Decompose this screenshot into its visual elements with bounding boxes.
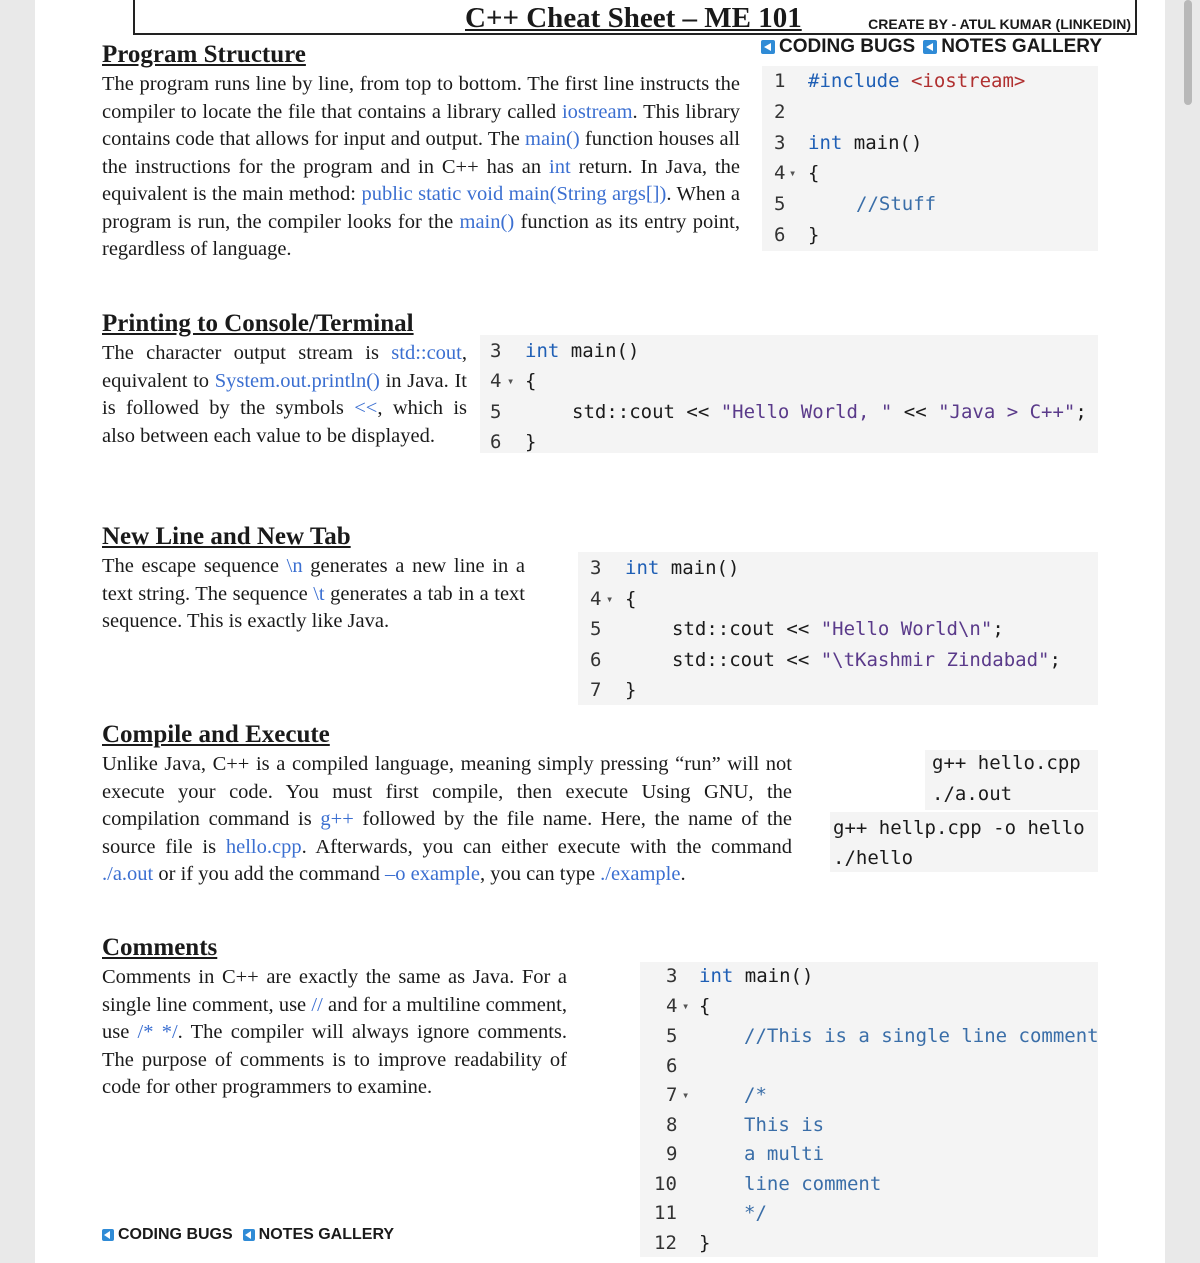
title-box [133,0,1137,35]
code-comment: /* [744,1084,767,1106]
text: . Afterwards, you can either execute with the command [301,835,792,858]
text: . The compiler will always ignore comments. The purpose of comments is to improve readability of code for other programmers to examine. [102,1021,567,1098]
code-comment: a multi [744,1143,825,1165]
highlight: /* */ [137,1021,178,1043]
shell-command: ./hello [833,847,914,869]
line-number: 3 [590,557,602,579]
line-number: 5 [590,618,602,640]
fold-arrow-icon[interactable]: ▾ [606,592,614,606]
brand-coding-bugs: CODING BUGS [118,1226,233,1243]
text: in Java. It is followed by the symbols [102,369,467,419]
fold-arrow-icon[interactable]: ▾ [682,999,690,1013]
string-literal: "Hello World\n" [820,618,993,640]
line-number: 3 [490,340,502,362]
line-number: 6 [666,1055,678,1077]
text: . When a program is run, the compiler looks for the [102,183,740,233]
highlight: iostream [561,100,633,123]
highlight: System.out.println() [214,369,380,392]
code-line [808,70,1025,92]
highlight: << [354,397,378,419]
newline-text [102,553,525,636]
compile-text [102,751,792,889]
code-line: } [808,224,820,246]
code-text: ; [992,618,1004,640]
telegram-icon [102,1229,114,1241]
text: and for a multiline comment, use [102,993,567,1043]
fold-arrow-icon[interactable]: ▾ [789,166,797,180]
text: , you can type [480,863,601,885]
keyword: int [808,132,843,154]
line-number: 7 [590,679,602,701]
code-comment: */ [744,1202,767,1224]
printing-text [102,340,467,450]
code-line [699,965,813,987]
code-line: { [699,995,711,1017]
code-line [572,401,1087,423]
line-number: 5 [490,401,502,423]
text: or if you add the command [153,863,385,885]
highlight: ./example [600,863,681,885]
code-text: << [892,401,939,423]
page-title: C++ Cheat Sheet – ME 101 [465,2,802,34]
text: . This library contains code that allows for input and output. The [102,100,741,150]
line-number: 4 [590,588,602,610]
program-structure-text [102,71,740,264]
text: function as its entry point, regardless of language. [102,210,740,260]
highlight: std::cout [391,342,462,364]
brand-footer [102,1226,394,1244]
shell-command: g++ hello.cpp [932,752,1081,774]
text: generates a tab in a text sequence. This is exactly like Java. [102,582,525,632]
code-comment: This is [744,1114,825,1136]
section-heading-comments: Comments [102,934,218,961]
string-literal: "Java > C++" [938,401,1076,423]
string-literal: "Hello World, " [720,401,893,423]
telegram-icon [923,40,937,54]
section-heading-printing: Printing to Console/Terminal [102,310,414,337]
line-number: 3 [666,965,678,987]
fold-arrow-icon[interactable]: ▾ [682,1088,690,1102]
shell-command: ./a.out [932,783,1013,805]
highlight: main() [525,128,580,150]
text: . [680,863,686,885]
code-text: std::cout << [572,401,721,423]
code-block-comments [640,962,1098,1257]
line-number: 11 [654,1202,677,1224]
highlight: main() [459,210,515,233]
brand-notes-gallery: NOTES GALLERY [258,1226,395,1243]
code-text: std::cout << [672,618,821,640]
text: Comments in C++ are exactly the same as Java. For a single line comment, use [102,966,567,1016]
line-number: 6 [490,431,502,453]
brand-header [761,36,1102,58]
code-text: main() [733,965,814,987]
line-number: 4 [774,162,786,184]
code-line: } [525,431,537,453]
code-text: ; [1049,649,1061,671]
line-number: 5 [666,1025,678,1047]
highlight: public static void main(String args[]) [361,183,667,205]
text: function houses all the instructions for the program and in C++ has an [102,128,740,178]
code-comment: line comment [744,1173,882,1195]
brand-notes-gallery: NOTES GALLERY [941,36,1102,57]
document-page [35,0,1165,1263]
keyword: #include [808,70,911,92]
section-heading-newline: New Line and New Tab [102,523,351,550]
highlight: \n [286,555,303,577]
code-line: } [699,1232,711,1254]
telegram-icon [761,40,775,54]
code-text: main() [559,340,640,362]
line-number: 5 [774,193,786,215]
keyword: int [525,340,560,362]
code-comment: //This is a single line comment [744,1025,1099,1047]
text: , equivalent to [102,342,467,392]
highlight: int [549,155,571,178]
code-block-compile-2 [830,812,1098,872]
code-text: std::cout << [672,649,821,671]
code-block-program-structure [762,66,1098,251]
brand-coding-bugs: CODING BUGS [779,36,916,57]
code-line: { [625,588,637,610]
shell-command: g++ hellp.cpp -o hello [833,817,1085,839]
code-line [672,649,1061,671]
highlight: \t [313,582,325,605]
code-line: { [808,162,820,184]
section-heading-program-structure: Program Structure [102,41,306,68]
code-block-newline [578,552,1098,705]
text: Unlike Java, C++ is a compiled language, meaning simply pressing “run” will not execute your code. You must first compile, then execute Using GNU, the compilation command is [102,753,792,830]
line-number: 6 [590,649,602,671]
include-target: <iostream> [910,70,1026,92]
code-comment: //Stuff [856,193,937,215]
keyword: int [699,965,734,987]
text: , which is also between each value to be displayed. [102,397,467,447]
text: The escape sequence [102,555,287,577]
text: followed by the file name. Here, the name of the source file is [102,808,792,858]
line-number: 7 [666,1084,678,1106]
text: return. In Java, the equivalent is the main method: [102,155,740,205]
code-line [808,132,922,154]
code-text: ; [1075,401,1087,423]
line-number: 6 [774,224,786,246]
text: generates a new line in a text string. The sequence [102,555,525,605]
line-number: 1 [774,70,786,92]
highlight: ./a.out [102,863,154,885]
string-literal: "\tKashmir Zindabad" [820,649,1050,671]
author-credit: CREATE BY - ATUL KUMAR (LINKEDIN) [868,16,1131,32]
code-line [525,340,639,362]
code-line: } [625,679,637,701]
comments-text [102,964,567,1102]
code-block-printing [480,335,1098,453]
highlight: g++ [320,808,354,830]
line-number: 9 [666,1143,678,1165]
highlight: hello.cpp [225,835,302,858]
line-number: 2 [774,101,786,123]
line-number: 12 [654,1232,677,1254]
code-line [672,618,1004,640]
keyword: int [625,557,660,579]
highlight: –o example [384,863,481,885]
code-text: main() [659,557,740,579]
telegram-icon [243,1229,255,1241]
text: The program runs line by line, from top to bottom. The first line instructs the compiler to locate the file that contains a library called [102,73,740,123]
text: The character output stream is [102,342,392,364]
scrollbar-thumb[interactable] [1184,0,1192,105]
line-number: 4 [490,370,502,392]
code-text: main() [842,132,923,154]
line-number: 10 [654,1173,677,1195]
section-heading-compile: Compile and Execute [102,721,330,748]
code-line [625,557,739,579]
code-line: { [525,370,537,392]
line-number: 3 [774,132,786,154]
code-block-compile-1 [925,750,1098,810]
highlight: // [311,993,323,1016]
fold-arrow-icon[interactable]: ▾ [507,374,515,388]
line-number: 8 [666,1114,678,1136]
line-number: 4 [666,995,678,1017]
